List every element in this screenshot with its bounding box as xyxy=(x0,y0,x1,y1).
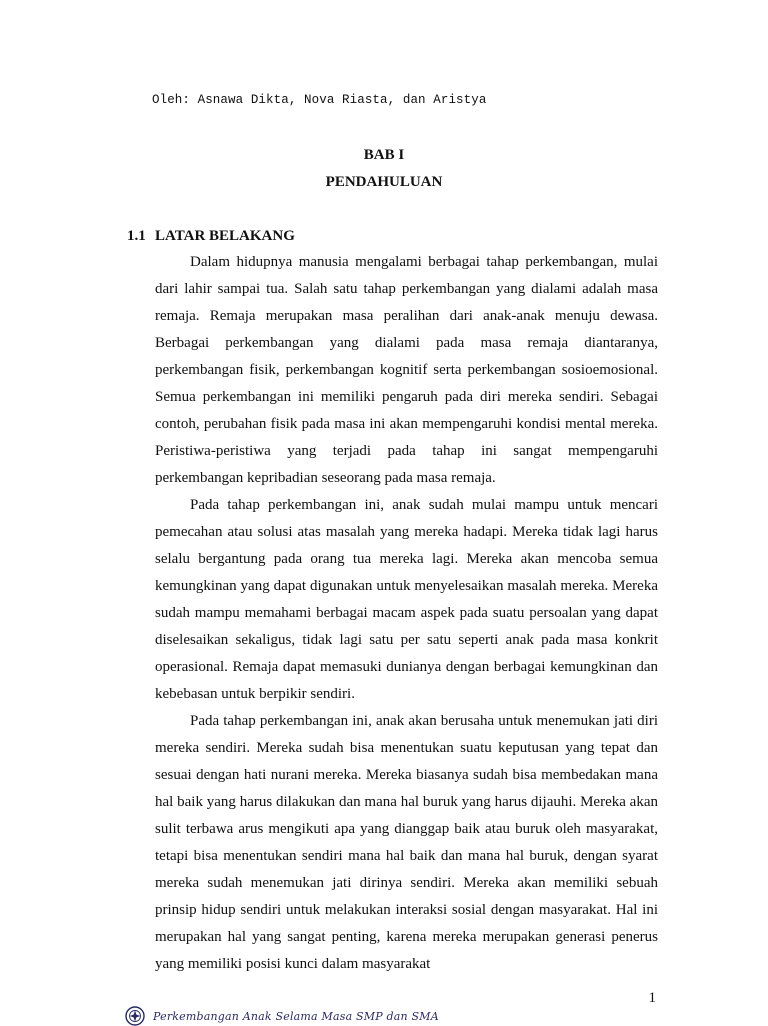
chapter-title: PENDAHULUAN xyxy=(325,174,443,190)
section-number: 1.1 xyxy=(127,228,146,244)
section-title: LATAR BELAKANG xyxy=(155,228,295,244)
paragraph: Pada tahap perkembangan ini, anak sudah mulai mampu untuk mencari pemecahan atau solusi atas masalah yang mereka hadapi. Mereka tidak lagi harus selalu bergantung pada orang tua mereka lagi. Mereka akan mencoba semua kemungkinan yang dapat digunakan untuk menyelesaikan masalah mereka. Mereka sudah mampu memahami berbagai macam aspek pada suatu persoalan yang dapat diselesaikan sekaligus, tidak lagi satu per satu seperti anak pada masa konkrit operasional. Remaja dapat memasuki dunianya dengan berbagai kemungkinan dan kebebasan untuk berpikir sendiri. xyxy=(155,497,658,702)
paragraph: Dalam hidupnya manusia mengalami berbagai tahap perkembangan, mulai dari lahir sampai tua. Salah satu tahap perkembangan yang dialami adalah masa remaja. Remaja merupakan masa peralihan dari anak-anak menuju dewasa. Berbagai perkembangan yang dialami pada masa remaja diantaranya, perkembangan fisik, perkembangan kognitif serta perkembangan sosioemosional. Semua perkembangan ini memiliki pengaruh pada diri mereka sendiri. Sebagai contoh, perubahan fisik pada masa ini akan mempengaruhi kondisi mental mereka. Peristiwa-peristiwa yang terjadi pada tahap ini sangat mempengaruhi perkembangan kepribadian seseorang pada masa remaja. xyxy=(155,254,658,486)
university-emblem-icon xyxy=(125,1006,145,1026)
body-text xyxy=(155,249,658,978)
section-heading xyxy=(127,228,295,245)
footer-title: Perkembangan Anak Selama Masa SMP dan SMA xyxy=(153,1009,439,1023)
author-line: Oleh: Asnawa Dikta, Nova Riasta, dan Aristya xyxy=(152,93,487,107)
page-number: 1 xyxy=(648,990,656,1006)
page-footer xyxy=(125,1006,439,1026)
chapter-number: BAB I xyxy=(363,147,405,163)
paragraph: Pada tahap perkembangan ini, anak akan berusaha untuk menemukan jati diri mereka sendiri. Mereka sudah bisa menentukan suatu keputusan yang tepat dan sesuai dengan hati nurani mereka. Mereka biasanya sudah bisa membedakan mana hal baik yang harus dilakukan dan mana hal buruk yang harus dijauhi. Mereka akan sulit terbawa arus mengikuti apa yang dianggap baik atau buruk oleh masyarakat, tetapi bisa menentukan sendiri mana hal baik dan mana hal buruk, dengan syarat mereka sudah menemukan jati dirinya sendiri. Mereka akan memiliki sebuah prinsip hidup sendiri untuk melakukan interaksi sosial dengan masyarakat. Hal ini merupakan hal yang sangat penting, karena mereka merupakan generasi penerus yang memiliki posisi kunci dalam masyarakat xyxy=(155,713,658,972)
